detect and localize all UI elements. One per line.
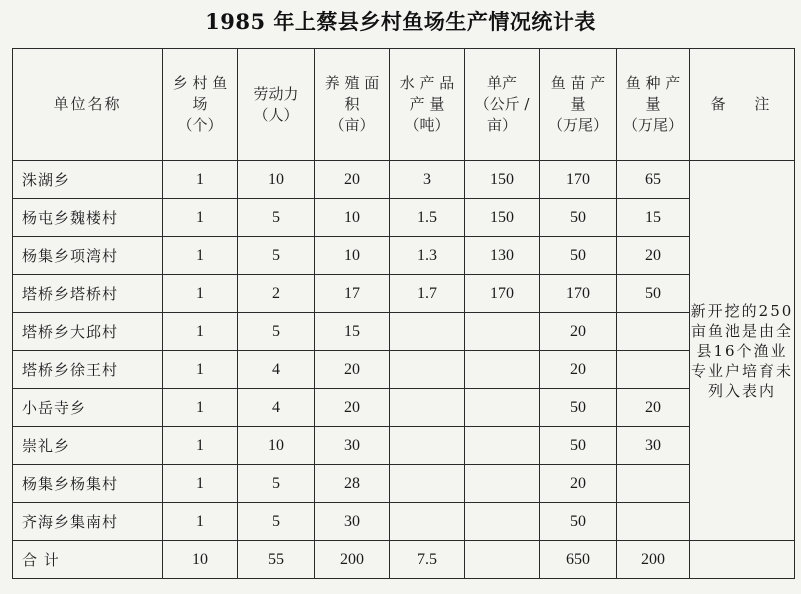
cell-labor: 10 (238, 161, 315, 199)
cell-output: 1.7 (390, 275, 465, 313)
cell-farms: 1 (163, 465, 238, 503)
cell-fry: 50 (540, 427, 617, 465)
cell-total-fingerling: 200 (617, 541, 690, 579)
cell-yield (465, 389, 540, 427)
cell-labor: 10 (238, 427, 315, 465)
cell-output: 1.5 (390, 199, 465, 237)
cell-output (390, 465, 465, 503)
header-line: （公斤 / (474, 95, 530, 113)
cell-fry: 50 (540, 503, 617, 541)
cell-output (390, 427, 465, 465)
header-line: 鱼 种 产 (625, 74, 681, 92)
table-row (13, 389, 795, 427)
header-line: 劳动力 (253, 84, 299, 103)
header-line: 量 (645, 95, 661, 113)
cell-unit-name: 小岳寺乡 (13, 389, 163, 427)
table-row (13, 503, 795, 541)
cell-farms: 1 (163, 351, 238, 389)
cell-unit-name: 洙湖乡 (13, 161, 163, 199)
cell-farms: 1 (163, 237, 238, 275)
header-line: 量 (570, 95, 586, 113)
cell-total-labor: 55 (238, 541, 315, 579)
table-row (13, 237, 795, 275)
table-row (13, 161, 795, 199)
cell-area: 15 (315, 313, 390, 351)
cell-labor: 5 (238, 503, 315, 541)
cell-fry: 170 (540, 275, 617, 313)
table-row (13, 351, 795, 389)
cell-remark: 新开挖的250亩鱼池是由全县16个渔业专业户培育未列入表内 (690, 161, 795, 541)
header-line: （个） (177, 116, 223, 134)
cell-output (390, 389, 465, 427)
cell-yield: 130 (465, 237, 540, 275)
cell-yield: 170 (465, 275, 540, 313)
header-line: 产 量 (409, 95, 445, 113)
cell-unit-name: 杨集乡杨集村 (13, 465, 163, 503)
cell-total-fry: 650 (540, 541, 617, 579)
cell-yield (465, 503, 540, 541)
cell-fry: 20 (540, 313, 617, 351)
cell-labor: 5 (238, 237, 315, 275)
header-farm-count (163, 49, 238, 161)
header-area (315, 49, 390, 161)
header-unit-name: 单位名称 (13, 49, 163, 161)
cell-fingerling: 20 (617, 389, 690, 427)
header-fingerling (617, 49, 690, 161)
cell-farms: 1 (163, 199, 238, 237)
cell-fry: 50 (540, 237, 617, 275)
cell-total-label: 合 计 (13, 541, 163, 579)
header-line: 场 (192, 95, 208, 113)
header-line: （万尾） (622, 116, 683, 134)
header-line: 亩） (486, 116, 517, 134)
cell-unit-name: 杨集乡项湾村 (13, 237, 163, 275)
header-line: 养 殖 面 (324, 74, 380, 92)
cell-area: 20 (315, 389, 390, 427)
table-title: 1985 年上蔡县乡村鱼场生产情况统计表 (205, 9, 596, 34)
cell-fry: 50 (540, 389, 617, 427)
cell-output (390, 313, 465, 351)
header-line: （吨） (404, 116, 450, 134)
cell-unit-name: 崇礼乡 (13, 427, 163, 465)
fish-farm-statistics-table (12, 48, 795, 579)
cell-output: 3 (390, 161, 465, 199)
cell-unit-name: 齐海乡集南村 (13, 503, 163, 541)
cell-farms: 1 (163, 427, 238, 465)
cell-fingerling: 15 (617, 199, 690, 237)
cell-farms: 1 (163, 313, 238, 351)
cell-fingerling (617, 503, 690, 541)
cell-fingerling: 50 (617, 275, 690, 313)
header-yield (465, 49, 540, 161)
header-labor (238, 49, 315, 161)
cell-yield: 150 (465, 199, 540, 237)
cell-area: 10 (315, 199, 390, 237)
total-row (13, 541, 795, 579)
cell-total-yield (465, 541, 540, 579)
cell-yield (465, 465, 540, 503)
cell-total-remark (690, 541, 795, 579)
cell-unit-name: 杨屯乡魏楼村 (13, 199, 163, 237)
cell-farms: 1 (163, 389, 238, 427)
cell-labor: 4 (238, 389, 315, 427)
header-line: 乡 村 鱼 (172, 74, 228, 92)
header-line: （人） (253, 105, 299, 124)
cell-output: 1.3 (390, 237, 465, 275)
cell-farms: 1 (163, 275, 238, 313)
cell-area: 28 (315, 465, 390, 503)
table-row (13, 199, 795, 237)
header-line: （万尾） (547, 116, 608, 134)
table-row (13, 427, 795, 465)
header-row (13, 49, 795, 161)
cell-output (390, 351, 465, 389)
cell-fingerling (617, 313, 690, 351)
header-line: 水 产 品 (399, 74, 455, 92)
cell-fry: 170 (540, 161, 617, 199)
cell-yield (465, 427, 540, 465)
cell-fingerling: 20 (617, 237, 690, 275)
cell-labor: 4 (238, 351, 315, 389)
cell-fry: 20 (540, 351, 617, 389)
cell-fry: 50 (540, 199, 617, 237)
cell-farms: 1 (163, 161, 238, 199)
cell-fry: 20 (540, 465, 617, 503)
header-fry (540, 49, 617, 161)
cell-fingerling: 65 (617, 161, 690, 199)
cell-unit-name: 塔桥乡塔桥村 (13, 275, 163, 313)
cell-area: 17 (315, 275, 390, 313)
cell-area: 30 (315, 427, 390, 465)
cell-total-output: 7.5 (390, 541, 465, 579)
cell-fingerling (617, 351, 690, 389)
cell-total-area: 200 (315, 541, 390, 579)
header-line: 单产 (486, 74, 517, 92)
cell-unit-name: 塔桥乡大邱村 (13, 313, 163, 351)
cell-labor: 2 (238, 275, 315, 313)
table-row (13, 313, 795, 351)
cell-area: 10 (315, 237, 390, 275)
cell-fingerling (617, 465, 690, 503)
cell-labor: 5 (238, 465, 315, 503)
cell-unit-name: 塔桥乡徐王村 (13, 351, 163, 389)
table-row (13, 275, 795, 313)
header-line: （亩） (329, 116, 375, 134)
cell-yield (465, 313, 540, 351)
table-row (13, 465, 795, 503)
cell-yield (465, 351, 540, 389)
cell-area: 20 (315, 351, 390, 389)
cell-labor: 5 (238, 199, 315, 237)
cell-area: 20 (315, 161, 390, 199)
cell-yield: 150 (465, 161, 540, 199)
cell-fingerling: 30 (617, 427, 690, 465)
header-output (390, 49, 465, 161)
header-remark: 备 注 (690, 49, 795, 161)
cell-area: 30 (315, 503, 390, 541)
cell-output (390, 503, 465, 541)
header-line: 积 (344, 95, 360, 113)
cell-labor: 5 (238, 313, 315, 351)
cell-total-farms: 10 (163, 541, 238, 579)
cell-farms: 1 (163, 503, 238, 541)
header-line: 鱼 苗 产 (550, 74, 606, 92)
